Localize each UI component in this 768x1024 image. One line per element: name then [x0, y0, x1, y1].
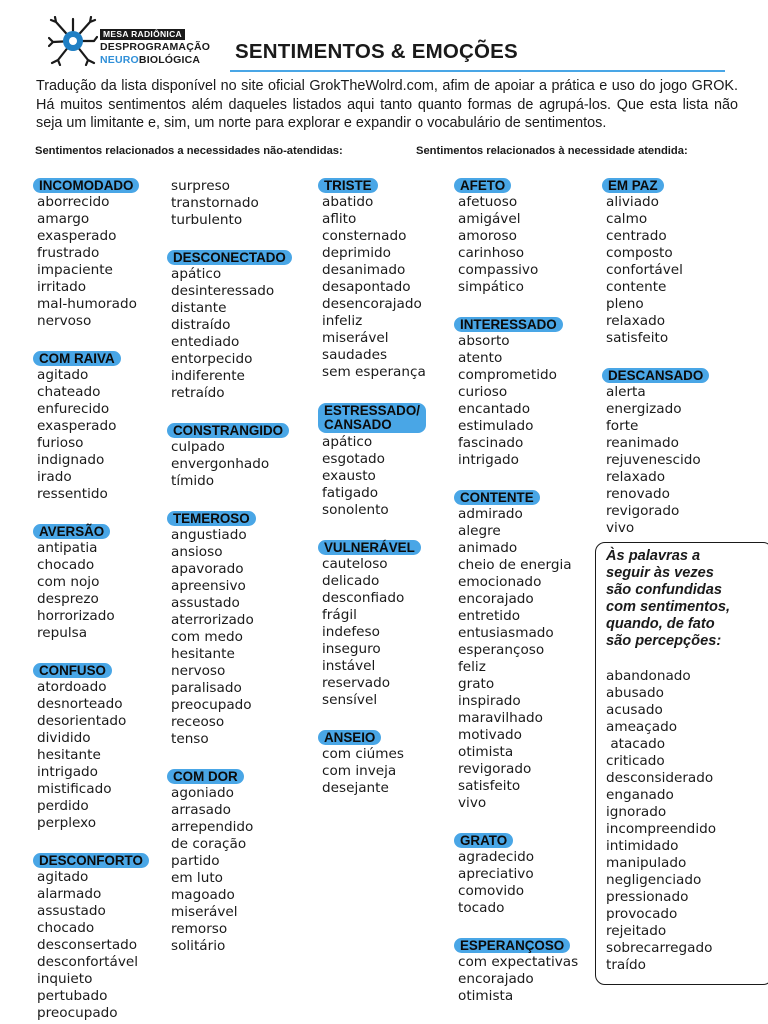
perception-word: traído: [606, 957, 646, 973]
feeling-word: furioso: [37, 435, 84, 451]
feeling-word: aborrecido: [37, 194, 110, 210]
feeling-word: com ciúmes: [322, 746, 404, 762]
feeling-word: reservado: [322, 675, 391, 691]
category-label: TEMEROSO: [167, 511, 256, 526]
feeling-word: assustado: [171, 595, 240, 611]
feeling-word: agitado: [37, 367, 89, 383]
feeling-word: culpado: [171, 439, 225, 455]
feeling-word: cheio de energia: [458, 557, 572, 573]
feeling-word: encantado: [458, 401, 531, 417]
feeling-word: confortável: [606, 262, 683, 278]
feeling-word: esperançoso: [458, 642, 545, 658]
feelings-column-2: [171, 178, 292, 955]
feeling-word: reanimado: [606, 435, 679, 451]
feeling-word: entediado: [171, 334, 240, 350]
category-label: AVERSÃO: [33, 524, 110, 539]
feeling-word: irritado: [37, 279, 87, 295]
title-underline: [230, 70, 725, 72]
feeling-group-interessado: [458, 317, 578, 469]
feeling-group-temeroso: [171, 511, 292, 748]
feeling-group-desconforto: [37, 853, 149, 1022]
feeling-word: encorajado: [458, 971, 534, 987]
category-label-line: CANSADO: [324, 417, 392, 432]
feeling-word: motivado: [458, 727, 522, 743]
feeling-group-incomodado: [37, 178, 149, 330]
feeling-word: desnorteado: [37, 696, 123, 712]
feeling-word: fascinado: [458, 435, 524, 451]
brand-line-1: DESPROGRAMAÇÃO: [100, 41, 211, 53]
feeling-word: dividido: [37, 730, 91, 746]
feeling-word: animado: [458, 540, 518, 556]
feeling-word: desconsertado: [37, 937, 138, 953]
feelings-column-5: [606, 178, 709, 537]
feeling-group-continued: [171, 178, 292, 229]
feeling-word: energizado: [606, 401, 682, 417]
feeling-word: surpreso: [171, 178, 230, 194]
feeling-word: com nojo: [37, 574, 100, 590]
feeling-word: tenso: [171, 731, 209, 747]
feeling-word: exausto: [322, 468, 376, 484]
feeling-word: sem esperança: [322, 364, 426, 380]
category-label: EM PAZ: [602, 178, 664, 193]
feeling-word: agradecido: [458, 849, 535, 865]
perception-word: sobrecarregado: [606, 940, 713, 956]
feeling-word: desinteressado: [171, 283, 275, 299]
feeling-word: ansioso: [171, 544, 223, 560]
feeling-word: com expectativas: [458, 954, 579, 970]
category-label: COM RAIVA: [33, 351, 121, 366]
feeling-word: inseguro: [322, 641, 381, 657]
feeling-word: abatido: [322, 194, 374, 210]
feeling-word: apavorado: [171, 561, 244, 577]
feeling-word: renovado: [606, 486, 670, 502]
feeling-group-desconectado: [171, 250, 292, 402]
neuron-logo-icon: [48, 16, 98, 66]
feeling-word: angustiado: [171, 527, 247, 543]
feeling-group-com-dor: [171, 769, 292, 955]
feeling-word: encorajado: [458, 591, 534, 607]
category-label: GRATO: [454, 833, 513, 848]
feeling-word: cauteloso: [322, 556, 388, 572]
feeling-word: desconfiado: [322, 590, 405, 606]
feeling-word: simpático: [458, 279, 524, 295]
feeling-word: frágil: [322, 607, 357, 623]
category-label: ANSEIO: [318, 730, 381, 745]
feeling-word: mal-humorado: [37, 296, 137, 312]
feeling-word: desconfortável: [37, 954, 139, 970]
feeling-word: ressentido: [37, 486, 108, 502]
feeling-word: desejante: [322, 780, 389, 796]
feeling-word: chocado: [37, 557, 95, 573]
feeling-word: horrorizado: [37, 608, 115, 624]
perception-word: desconsiderado: [606, 770, 714, 786]
category-label: INTERESSADO: [454, 317, 563, 332]
feeling-group-contente: [458, 490, 578, 812]
feeling-word: perplexo: [37, 815, 97, 831]
feeling-word: emocionado: [458, 574, 542, 590]
feeling-word: alerta: [606, 384, 646, 400]
feeling-word: relaxado: [606, 469, 666, 485]
feeling-group-descansado: [606, 368, 709, 537]
feeling-word: exasperado: [37, 418, 117, 434]
feeling-word: maravilhado: [458, 710, 543, 726]
perception-word: ignorado: [606, 804, 667, 820]
category-label: [318, 403, 426, 433]
feeling-word: indiferente: [171, 368, 245, 384]
feeling-word: rejuvenescido: [606, 452, 701, 468]
feeling-word: carinhoso: [458, 245, 525, 261]
feeling-word: com medo: [171, 629, 243, 645]
feeling-word: alarmado: [37, 886, 102, 902]
brand-line-2: [100, 55, 210, 66]
feeling-word: enfurecido: [37, 401, 110, 417]
feeling-word: agoniado: [171, 785, 234, 801]
feeling-word: amoroso: [458, 228, 517, 244]
feeling-group-constrangido: [171, 423, 292, 490]
category-label: AFETO: [454, 178, 511, 193]
feeling-word: mistificado: [37, 781, 112, 797]
feeling-word: vivo: [458, 795, 487, 811]
feeling-word: sonolento: [322, 502, 389, 518]
feeling-word: delicado: [322, 573, 380, 589]
feeling-word: impaciente: [37, 262, 113, 278]
feeling-word: sensível: [322, 692, 378, 708]
feeling-word: agitado: [37, 869, 89, 885]
feeling-word: assustado: [37, 903, 106, 919]
feeling-word: amigável: [458, 211, 521, 227]
feeling-word: deprimido: [322, 245, 391, 261]
perceptions-note-box: [595, 542, 768, 985]
feeling-word: afetuoso: [458, 194, 518, 210]
note-title-line: quando, de fato: [606, 616, 715, 632]
category-label: ESPERANÇOSO: [454, 938, 570, 953]
feeling-word: relaxado: [606, 313, 666, 329]
feeling-word: grato: [458, 676, 495, 692]
feeling-word: distante: [171, 300, 227, 316]
feeling-word: com inveja: [322, 763, 397, 779]
feeling-word: indefeso: [322, 624, 380, 640]
feeling-group-anseio: [322, 730, 426, 797]
feeling-word: frustrado: [37, 245, 100, 261]
feeling-word: de coração: [171, 836, 247, 852]
feeling-word: curioso: [458, 384, 508, 400]
feeling-word: satisfeito: [606, 330, 669, 346]
feeling-group-confuso: [37, 663, 149, 832]
feeling-word: estimulado: [458, 418, 534, 434]
feeling-word: apático: [171, 266, 222, 282]
feeling-word: centrado: [606, 228, 667, 244]
feeling-word: pleno: [606, 296, 644, 312]
feeling-word: miserável: [322, 330, 389, 346]
perception-word: manipulado: [606, 855, 687, 871]
perception-word: abusado: [606, 685, 664, 701]
category-label: CONSTRANGIDO: [167, 423, 289, 438]
category-label: CONTENTE: [454, 490, 540, 505]
feeling-word: atento: [458, 350, 503, 366]
feeling-word: alegre: [458, 523, 501, 539]
feeling-word: perdido: [37, 798, 89, 814]
feeling-word: desprezo: [37, 591, 99, 607]
feeling-word: desanimado: [322, 262, 406, 278]
perception-word: provocado: [606, 906, 678, 922]
feeling-word: irado: [37, 469, 72, 485]
feeling-word: chocado: [37, 920, 95, 936]
feeling-word: desorientado: [37, 713, 127, 729]
brand-line-2b: BIOLÓGICA: [138, 53, 201, 66]
feeling-word: comprometido: [458, 367, 557, 383]
note-title-line: Às palavras a: [606, 548, 701, 564]
feeling-word: satisfeito: [458, 778, 521, 794]
feeling-word: intrigado: [37, 764, 98, 780]
feeling-word: retraído: [171, 385, 225, 401]
feeling-word: instável: [322, 658, 376, 674]
feeling-word: hesitante: [37, 747, 101, 763]
brand-wordmark: [100, 24, 210, 65]
brand-top: MESA RADIÔNICA: [100, 29, 185, 40]
feeling-word: remorso: [171, 921, 228, 937]
feeling-word: nervoso: [37, 313, 92, 329]
feeling-word: infeliz: [322, 313, 363, 329]
feeling-word: magoado: [171, 887, 235, 903]
note-title-line: são percepções:: [606, 633, 722, 649]
feeling-word: solitário: [171, 938, 226, 954]
category-label: DESCONFORTO: [33, 853, 149, 868]
feeling-word: vivo: [606, 520, 635, 536]
feeling-word: calmo: [606, 211, 648, 227]
feeling-word: feliz: [458, 659, 486, 675]
feeling-word: apreciativo: [458, 866, 534, 882]
feeling-word: turbulento: [171, 212, 243, 228]
perception-word: pressionado: [606, 889, 689, 905]
feeling-word: fatigado: [322, 485, 379, 501]
feeling-word: antipatia: [37, 540, 98, 556]
feeling-word: esgotado: [322, 451, 385, 467]
feeling-word: admirado: [458, 506, 523, 522]
feeling-word: aliviado: [606, 194, 659, 210]
feeling-group-com-raiva: [37, 351, 149, 503]
note-title: [606, 548, 764, 650]
perception-word: criticado: [606, 753, 665, 769]
feeling-word: transtornado: [171, 195, 259, 211]
perception-word: ameaçado: [606, 719, 678, 735]
feeling-word: inspirado: [458, 693, 521, 709]
feeling-word: receoso: [171, 714, 225, 730]
feeling-word: contente: [606, 279, 667, 295]
feeling-word: preocupado: [37, 1005, 118, 1021]
feeling-word: consternado: [322, 228, 407, 244]
perception-word: enganado: [606, 787, 674, 803]
feeling-word: tímido: [171, 473, 215, 489]
feeling-word: partido: [171, 853, 220, 869]
feeling-word: exasperado: [37, 228, 117, 244]
feeling-word: otimista: [458, 744, 514, 760]
feeling-word: aterrorizado: [171, 612, 254, 628]
category-label: INCOMODADO: [33, 178, 139, 193]
perception-word: incompreendido: [606, 821, 717, 837]
subhead-unmet-needs: Sentimentos relacionados a necessidades não-atendidas:: [35, 145, 343, 157]
feeling-word: revigorado: [458, 761, 532, 777]
note-title-line: são confundidas: [606, 582, 722, 598]
feeling-word: comovido: [458, 883, 525, 899]
feeling-word: pertubado: [37, 988, 108, 1004]
perception-word: intimidado: [606, 838, 679, 854]
feeling-word: compassivo: [458, 262, 539, 278]
feeling-word: intrigado: [458, 452, 519, 468]
feeling-word: desencorajado: [322, 296, 422, 312]
feeling-word: desapontado: [322, 279, 411, 295]
feeling-word: amargo: [37, 211, 90, 227]
document-header: [0, 0, 768, 76]
feeling-word: apático: [322, 434, 373, 450]
feeling-word: absorto: [458, 333, 510, 349]
perception-word: rejeitado: [606, 923, 667, 939]
feeling-word: arrasado: [171, 802, 231, 818]
feeling-word: repulsa: [37, 625, 88, 641]
category-label: VULNERÁVEL: [318, 540, 421, 555]
feelings-column-4: [458, 178, 578, 1005]
feeling-word: tocado: [458, 900, 505, 916]
feeling-word: apreensivo: [171, 578, 246, 594]
category-label: COM DOR: [167, 769, 244, 784]
category-label: TRISTE: [318, 178, 378, 193]
feeling-group-grato: [458, 833, 578, 917]
feeling-word: forte: [606, 418, 639, 434]
category-label: DESCANSADO: [602, 368, 709, 383]
feeling-word: indignado: [37, 452, 105, 468]
feeling-word: distraído: [171, 317, 231, 333]
feeling-word: arrependido: [171, 819, 254, 835]
feeling-group-em-paz: [606, 178, 709, 347]
feeling-group-afeto: [458, 178, 578, 296]
feeling-word: otimista: [458, 988, 514, 1004]
feeling-word: aflito: [322, 211, 357, 227]
category-label-line: ESTRESSADO/: [324, 403, 420, 418]
feeling-group-vulneravel: [322, 540, 426, 709]
perception-word: abandonado: [606, 668, 691, 684]
feeling-group-estressado-cansado: [322, 403, 426, 519]
feeling-group-esperancoso: [458, 938, 578, 1005]
feeling-word: entretido: [458, 608, 521, 624]
note-word-list: [606, 668, 764, 974]
category-label: DESCONECTADO: [167, 250, 292, 265]
feeling-word: atordoado: [37, 679, 107, 695]
feeling-word: composto: [606, 245, 673, 261]
feeling-word: entorpecido: [171, 351, 253, 367]
perception-word: negligenciado: [606, 872, 702, 888]
category-label: CONFUSO: [33, 663, 112, 678]
feeling-word: paralisado: [171, 680, 242, 696]
feeling-group-aversao: [37, 524, 149, 642]
perception-word: atacado: [606, 736, 666, 752]
feelings-column-3: [322, 178, 426, 797]
feeling-word: entusiasmado: [458, 625, 554, 641]
feeling-word: nervoso: [171, 663, 226, 679]
feelings-column-1: [37, 178, 149, 1022]
page-title: SENTIMENTOS & EMOÇÕES: [235, 40, 518, 63]
feeling-group-triste: [322, 178, 426, 381]
feeling-word: chateado: [37, 384, 101, 400]
subhead-met-needs: Sentimentos relacionados à necessidade atendida:: [416, 145, 688, 157]
feeling-word: em luto: [171, 870, 223, 886]
feeling-word: miserável: [171, 904, 238, 920]
note-title-line: seguir às vezes: [606, 565, 714, 581]
note-title-line: com sentimentos,: [606, 599, 731, 615]
intro-paragraph: Tradução da lista disponível no site oficial GrokTheWolrd.com, afim de apoiar a prática e uso do jogo GROK. Há muitos sentimentos além daqueles listados aqui tanto quanto formas de agrupá-los. Que esta lista não seja um limitante e, sim, um norte para explorar e expandir o vocabulário de sentimentos.: [36, 78, 738, 131]
feeling-word: hesitante: [171, 646, 235, 662]
feeling-word: revigorado: [606, 503, 680, 519]
feeling-word: preocupado: [171, 697, 252, 713]
feeling-word: envergonhado: [171, 456, 270, 472]
feeling-word: saudades: [322, 347, 388, 363]
feeling-word: inquieto: [37, 971, 93, 987]
perception-word: acusado: [606, 702, 663, 718]
brand-line-2a: NEURO: [100, 53, 139, 66]
